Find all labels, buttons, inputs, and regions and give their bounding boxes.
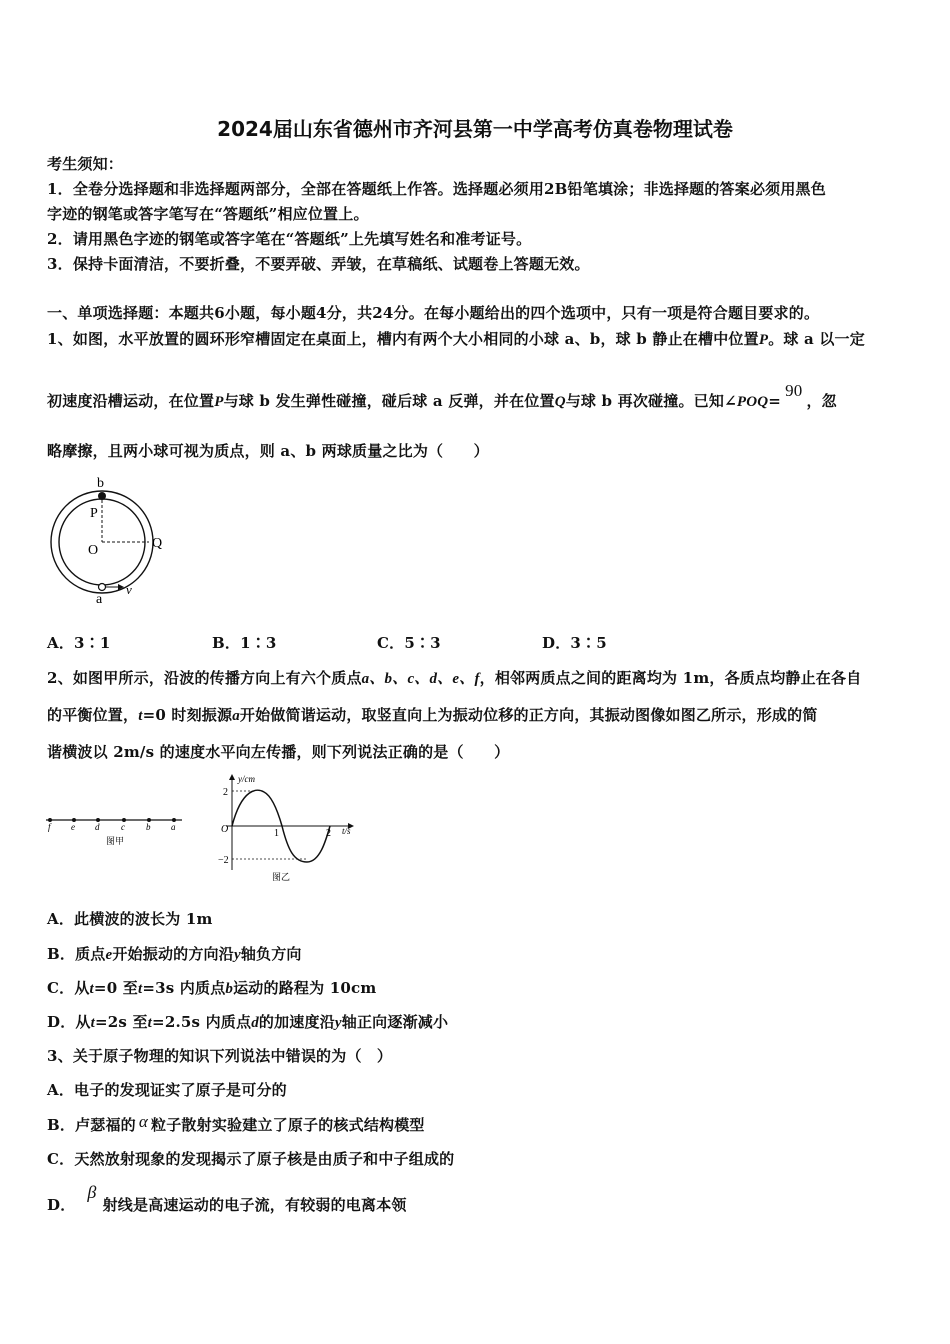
q3-option-a[interactable]: A．电子的发现证实了原子是可分的	[47, 1081, 287, 1099]
origin-label: O	[221, 824, 229, 835]
point-d: d	[95, 822, 100, 832]
label-Q: Q	[152, 536, 163, 551]
ball-a	[99, 584, 106, 591]
notice-heading: 考生须知：	[47, 155, 124, 173]
point-a: a	[171, 822, 176, 832]
point-f: f	[48, 822, 51, 832]
y-min-label: −2	[218, 855, 229, 866]
notice-item: 1．全卷分选择题和非选择题两部分，全部在答题纸上作答。选择题必须用2B铅笔填涂；非选择题的答案必须用黑色	[47, 180, 826, 198]
q1-option-b[interactable]: B．1∶3	[212, 634, 277, 652]
x-axis-label: t/s	[342, 826, 351, 836]
label-a: a	[96, 592, 103, 607]
q1-stem-line2: 初速度沿槽运动，在位置P与球 b 发生弹性碰撞，碰后球 a 反弹，并在位置Q与球 b 再次碰撞。已知∠POQ=90，忽	[47, 381, 837, 410]
figure-caption: 图甲	[106, 836, 125, 846]
q1-option-c[interactable]: C．5∶3	[377, 634, 441, 652]
point-c: c	[121, 822, 125, 832]
notice-item: 字迹的钢笔或答字笔写在“答题纸”相应位置上。	[47, 205, 369, 223]
label-v: v	[126, 582, 132, 597]
label-b: b	[97, 476, 104, 491]
label-O: O	[88, 543, 99, 558]
particle-line-figure	[40, 808, 190, 850]
q1-option-a[interactable]: A．3∶1	[47, 634, 111, 652]
q1-stem-line3: 略摩擦，且两小球可视为质点，则 a、b 两球质量之比为（ ）	[47, 442, 489, 460]
q3-stem: 3、关于原子物理的知识下列说法中错误的为（ ）	[47, 1047, 393, 1065]
notice-item: 2．请用黑色字迹的钢笔或答字笔在“答题纸”上先填写姓名和准考证号。	[47, 230, 532, 248]
y-max-label: 2	[223, 787, 228, 798]
tick-2: 2	[326, 828, 331, 839]
ball-b	[98, 492, 106, 500]
q2-option-d[interactable]: D．从t=2s 至t=2.5s 内质点d的加速度沿y轴正向逐渐减小	[47, 1013, 449, 1031]
q2-option-a[interactable]: A．此横波的波长为 1m	[47, 910, 213, 928]
angle-value: 90	[785, 381, 803, 400]
notice-item: 3．保持卡面清洁，不要折叠，不要弄破、弄皱，在草稿纸、试题卷上答题无效。	[47, 255, 590, 273]
ring-diagram	[40, 472, 175, 607]
q2-stem-line2: 的平衡位置，t=0 时刻振源a开始做简谐运动，取竖直向上为振动位移的正方向，其振动图像如图乙所示，形成的简	[47, 706, 818, 724]
y-axis-label: y/cm	[238, 774, 255, 784]
q3-option-c[interactable]: C．天然放射现象的发现揭示了原子核是由质子和中子组成的	[47, 1150, 455, 1168]
section-heading: 一、单项选择题：本题共6小题，每小题4分，共24分。在每小题给出的四个选项中，只有一项是符合题目要求的。	[47, 304, 820, 322]
figure-caption: 图乙	[272, 872, 291, 882]
q3-option-b[interactable]: B．卢瑟福的 α 粒子散射实验建立了原子的核式结构模型	[47, 1112, 425, 1134]
q1-option-d[interactable]: D．3∶5	[542, 634, 607, 652]
point-e: e	[71, 822, 75, 832]
q1-stem-line1: 1、如图，水平放置的圆环形窄槽固定在桌面上，槽内有两个大小相同的小球 a、b，球 b 静止在槽中位置P。球 a 以一定	[47, 330, 865, 348]
q2-option-c[interactable]: C．从t=0 至t=3s 内质点b运动的路程为 10cm	[47, 979, 377, 997]
tick-1: 1	[274, 828, 279, 839]
vibration-graph	[212, 770, 372, 885]
q2-stem-line1: 2、如图甲所示，沿波的传播方向上有六个质点a、b、c、d、e、f，相邻两质点之间的距离均为 1m，各质点均静止在各自	[47, 669, 862, 687]
q2-stem-line3: 谐横波以 2m/s 的速度水平向左传播，则下列说法正确的是（ ）	[47, 743, 510, 761]
page-title: 2024届山东省德州市齐河县第一中学高考仿真卷物理试卷	[217, 117, 733, 141]
q2-option-b[interactable]: B．质点e开始振动的方向沿y轴负方向	[47, 945, 302, 963]
q3-option-d[interactable]: D．β射线是高速运动的电子流，有较弱的电离本领	[47, 1182, 407, 1214]
label-P: P	[90, 506, 98, 521]
point-b: b	[146, 822, 151, 832]
